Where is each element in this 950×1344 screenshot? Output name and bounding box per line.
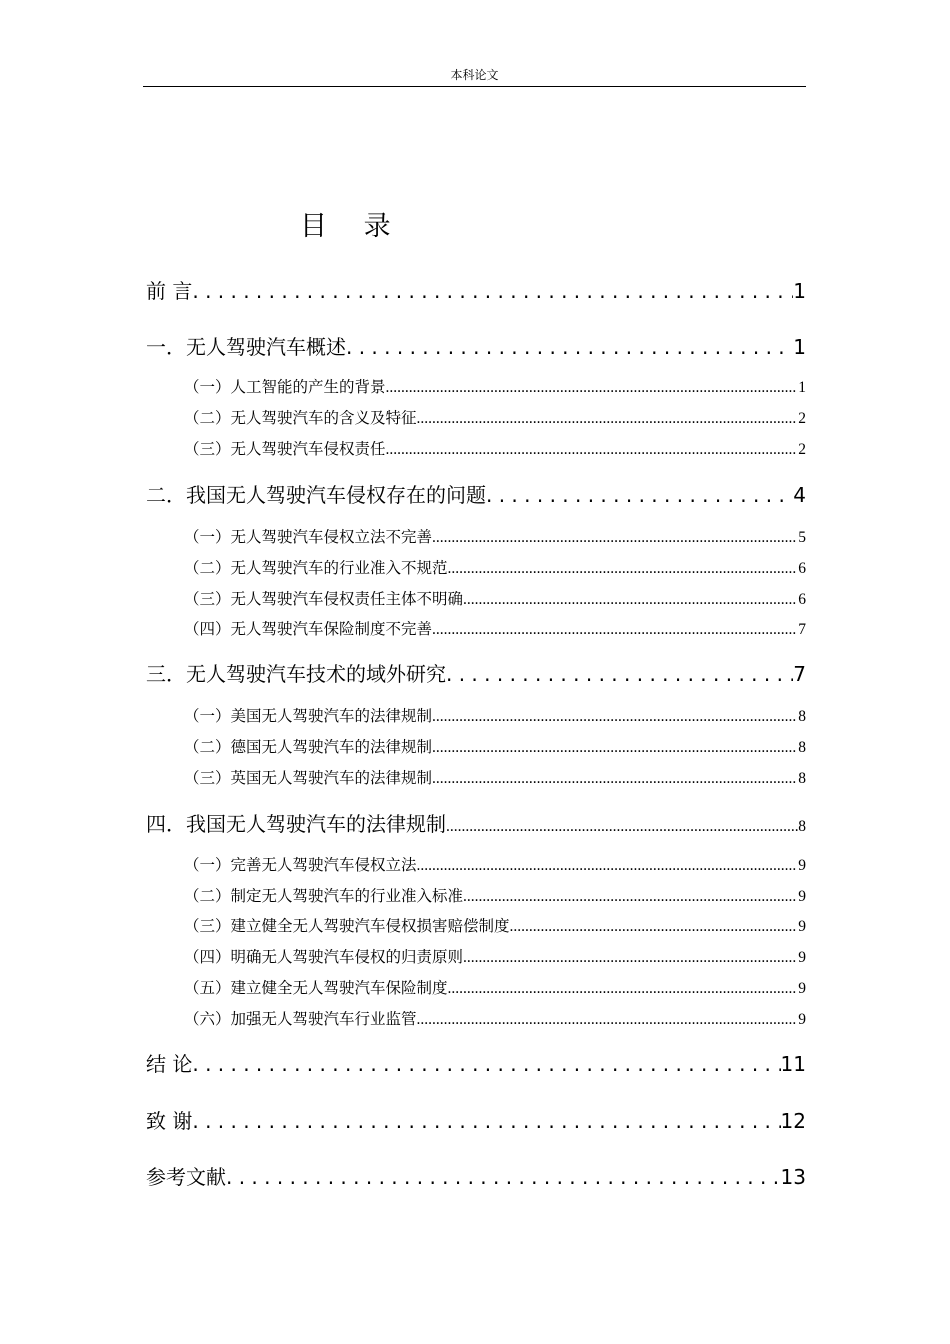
toc-entry-label: （六）加强无人驾驶汽车行业监管 bbox=[184, 1011, 417, 1028]
toc-entry-section-1-3[interactable] bbox=[184, 439, 806, 461]
toc-entry-section-2-4[interactable] bbox=[184, 619, 806, 641]
toc-leader bbox=[432, 527, 797, 549]
toc-entry-page: 8 bbox=[798, 818, 806, 835]
toc-entry-section-4-2[interactable] bbox=[184, 886, 806, 908]
toc-leader bbox=[192, 1049, 780, 1079]
toc-entry-page: 9 bbox=[798, 949, 806, 966]
toc-entry-label: （四）明确无人驾驶汽车侵权的归责原则 bbox=[184, 949, 464, 966]
toc-leader bbox=[432, 768, 797, 790]
toc-entry-label: （二）制定无人驾驶汽车的行业准入标准 bbox=[184, 888, 464, 905]
toc-entry-page: 5 bbox=[798, 529, 806, 546]
toc-entry-page: 2 bbox=[798, 410, 806, 427]
toc-entry-page: 13 bbox=[780, 1165, 806, 1189]
toc-entry-page: 1 bbox=[793, 279, 806, 303]
toc-entry-label: （三）英国无人驾驶汽车的法律规制 bbox=[184, 770, 433, 787]
toc-entry-section-4-6[interactable] bbox=[184, 1009, 806, 1031]
toc-entry-label: （三）建立健全无人驾驶汽车侵权损害赔偿制度 bbox=[184, 918, 510, 935]
toc-leader bbox=[448, 558, 798, 580]
toc-entry-page: 8 bbox=[798, 770, 806, 787]
toc-entry-section-3-2[interactable] bbox=[184, 737, 806, 759]
toc-entry-label: （二）德国无人驾驶汽车的法律规制 bbox=[184, 739, 433, 756]
toc-entry-chapter-3[interactable] bbox=[146, 659, 806, 689]
toc-entry-chapter-1[interactable] bbox=[146, 332, 806, 362]
toc-entry-label: 参考文献 bbox=[146, 1165, 226, 1189]
toc-entry-section-1-2[interactable] bbox=[184, 408, 806, 430]
toc-entry-page: 1 bbox=[798, 379, 806, 396]
toc-leader bbox=[386, 439, 798, 461]
toc-entry-label: 结 论 bbox=[146, 1052, 193, 1076]
toc-entry-page: 12 bbox=[780, 1109, 806, 1133]
toc-leader bbox=[417, 1009, 798, 1031]
toc-entry-section-2-3[interactable] bbox=[184, 589, 806, 611]
toc-leader bbox=[510, 916, 798, 938]
toc-leader bbox=[463, 589, 797, 611]
header-text: 本科论文 bbox=[450, 68, 499, 82]
toc-leader bbox=[446, 812, 798, 842]
toc-leader bbox=[463, 886, 797, 908]
toc-entry-page: 9 bbox=[798, 857, 806, 874]
toc-entry-label: （二）无人驾驶汽车的含义及特征 bbox=[184, 410, 417, 427]
toc-entry-page: 8 bbox=[798, 708, 806, 725]
toc-leader bbox=[386, 377, 798, 399]
toc-entry-label: （四）无人驾驶汽车保险制度不完善 bbox=[184, 621, 433, 638]
toc-entry-chapter-4[interactable] bbox=[146, 809, 806, 839]
toc-entry-page: 1 bbox=[793, 335, 806, 359]
toc-leader bbox=[226, 1162, 781, 1192]
toc-entry-page: 7 bbox=[793, 662, 806, 686]
toc-entry-label: 致 谢 bbox=[146, 1109, 193, 1133]
toc-leader bbox=[486, 480, 793, 510]
toc-entry-section-4-5[interactable] bbox=[184, 978, 806, 1000]
toc-leader bbox=[417, 855, 798, 877]
toc-entry-section-3-1[interactable] bbox=[184, 706, 806, 728]
toc-entry-page: 9 bbox=[798, 980, 806, 997]
toc-entry-page: 6 bbox=[798, 591, 806, 608]
toc-leader bbox=[346, 332, 793, 362]
toc-leader bbox=[192, 1106, 780, 1136]
toc-entry-label: （一）完善无人驾驶汽车侵权立法 bbox=[184, 857, 417, 874]
toc-leader bbox=[192, 276, 793, 306]
toc-leader bbox=[432, 706, 797, 728]
toc-entry-page: 6 bbox=[798, 560, 806, 577]
toc-entry-label: （一）人工智能的产生的背景 bbox=[184, 379, 386, 396]
toc-entry-conclusion[interactable] bbox=[146, 1049, 806, 1079]
toc-leader bbox=[432, 619, 797, 641]
toc-entry-label: 一．无人驾驶汽车概述 bbox=[146, 335, 346, 359]
toc-entry-label: （一）美国无人驾驶汽车的法律规制 bbox=[184, 708, 433, 725]
toc-entry-section-4-1[interactable] bbox=[184, 855, 806, 877]
toc-leader bbox=[432, 737, 797, 759]
toc-entry-label: （一）无人驾驶汽车侵权立法不完善 bbox=[184, 529, 433, 546]
toc-entry-page: 2 bbox=[798, 441, 806, 458]
toc-entry-acknowledgements[interactable] bbox=[146, 1106, 806, 1136]
toc-entry-label: 前 言 bbox=[146, 279, 193, 303]
toc-leader bbox=[463, 947, 797, 969]
toc-entry-page: 8 bbox=[798, 739, 806, 756]
toc-entry-label: （三）无人驾驶汽车侵权责任 bbox=[184, 441, 386, 458]
toc-entry-section-1-1[interactable] bbox=[184, 377, 806, 399]
toc-entry-references[interactable] bbox=[146, 1162, 806, 1192]
toc-entry-section-3-3[interactable] bbox=[184, 768, 806, 790]
toc-entry-section-2-1[interactable] bbox=[184, 527, 806, 549]
toc-leader bbox=[448, 978, 798, 1000]
toc-entry-page: 7 bbox=[798, 621, 806, 638]
toc-entry-label: （三）无人驾驶汽车侵权责任主体不明确 bbox=[184, 591, 464, 608]
toc-title: 目 录 bbox=[300, 211, 405, 242]
toc-entry-page: 4 bbox=[793, 483, 806, 507]
toc-leader bbox=[417, 408, 798, 430]
toc-entry-section-2-2[interactable] bbox=[184, 558, 806, 580]
toc-entry-page: 9 bbox=[798, 1011, 806, 1028]
toc-entry-label: 二．我国无人驾驶汽车侵权存在的问题 bbox=[146, 483, 486, 507]
toc-entry-page: 9 bbox=[798, 888, 806, 905]
toc-entry-preface[interactable] bbox=[146, 276, 806, 306]
toc-entry-section-4-3[interactable] bbox=[184, 916, 806, 938]
toc-entry-page: 9 bbox=[798, 918, 806, 935]
toc-entry-label: （二）无人驾驶汽车的行业准入不规范 bbox=[184, 560, 448, 577]
toc-entry-chapter-2[interactable] bbox=[146, 480, 806, 510]
toc-entry-section-4-4[interactable] bbox=[184, 947, 806, 969]
toc-entry-page: 11 bbox=[780, 1052, 806, 1076]
toc-entry-label: 四．我国无人驾驶汽车的法律规制 bbox=[146, 812, 446, 836]
toc-leader bbox=[446, 659, 793, 689]
toc-entry-label: 三．无人驾驶汽车技术的域外研究 bbox=[146, 662, 446, 686]
toc-entry-label: （五）建立健全无人驾驶汽车保险制度 bbox=[184, 980, 448, 997]
